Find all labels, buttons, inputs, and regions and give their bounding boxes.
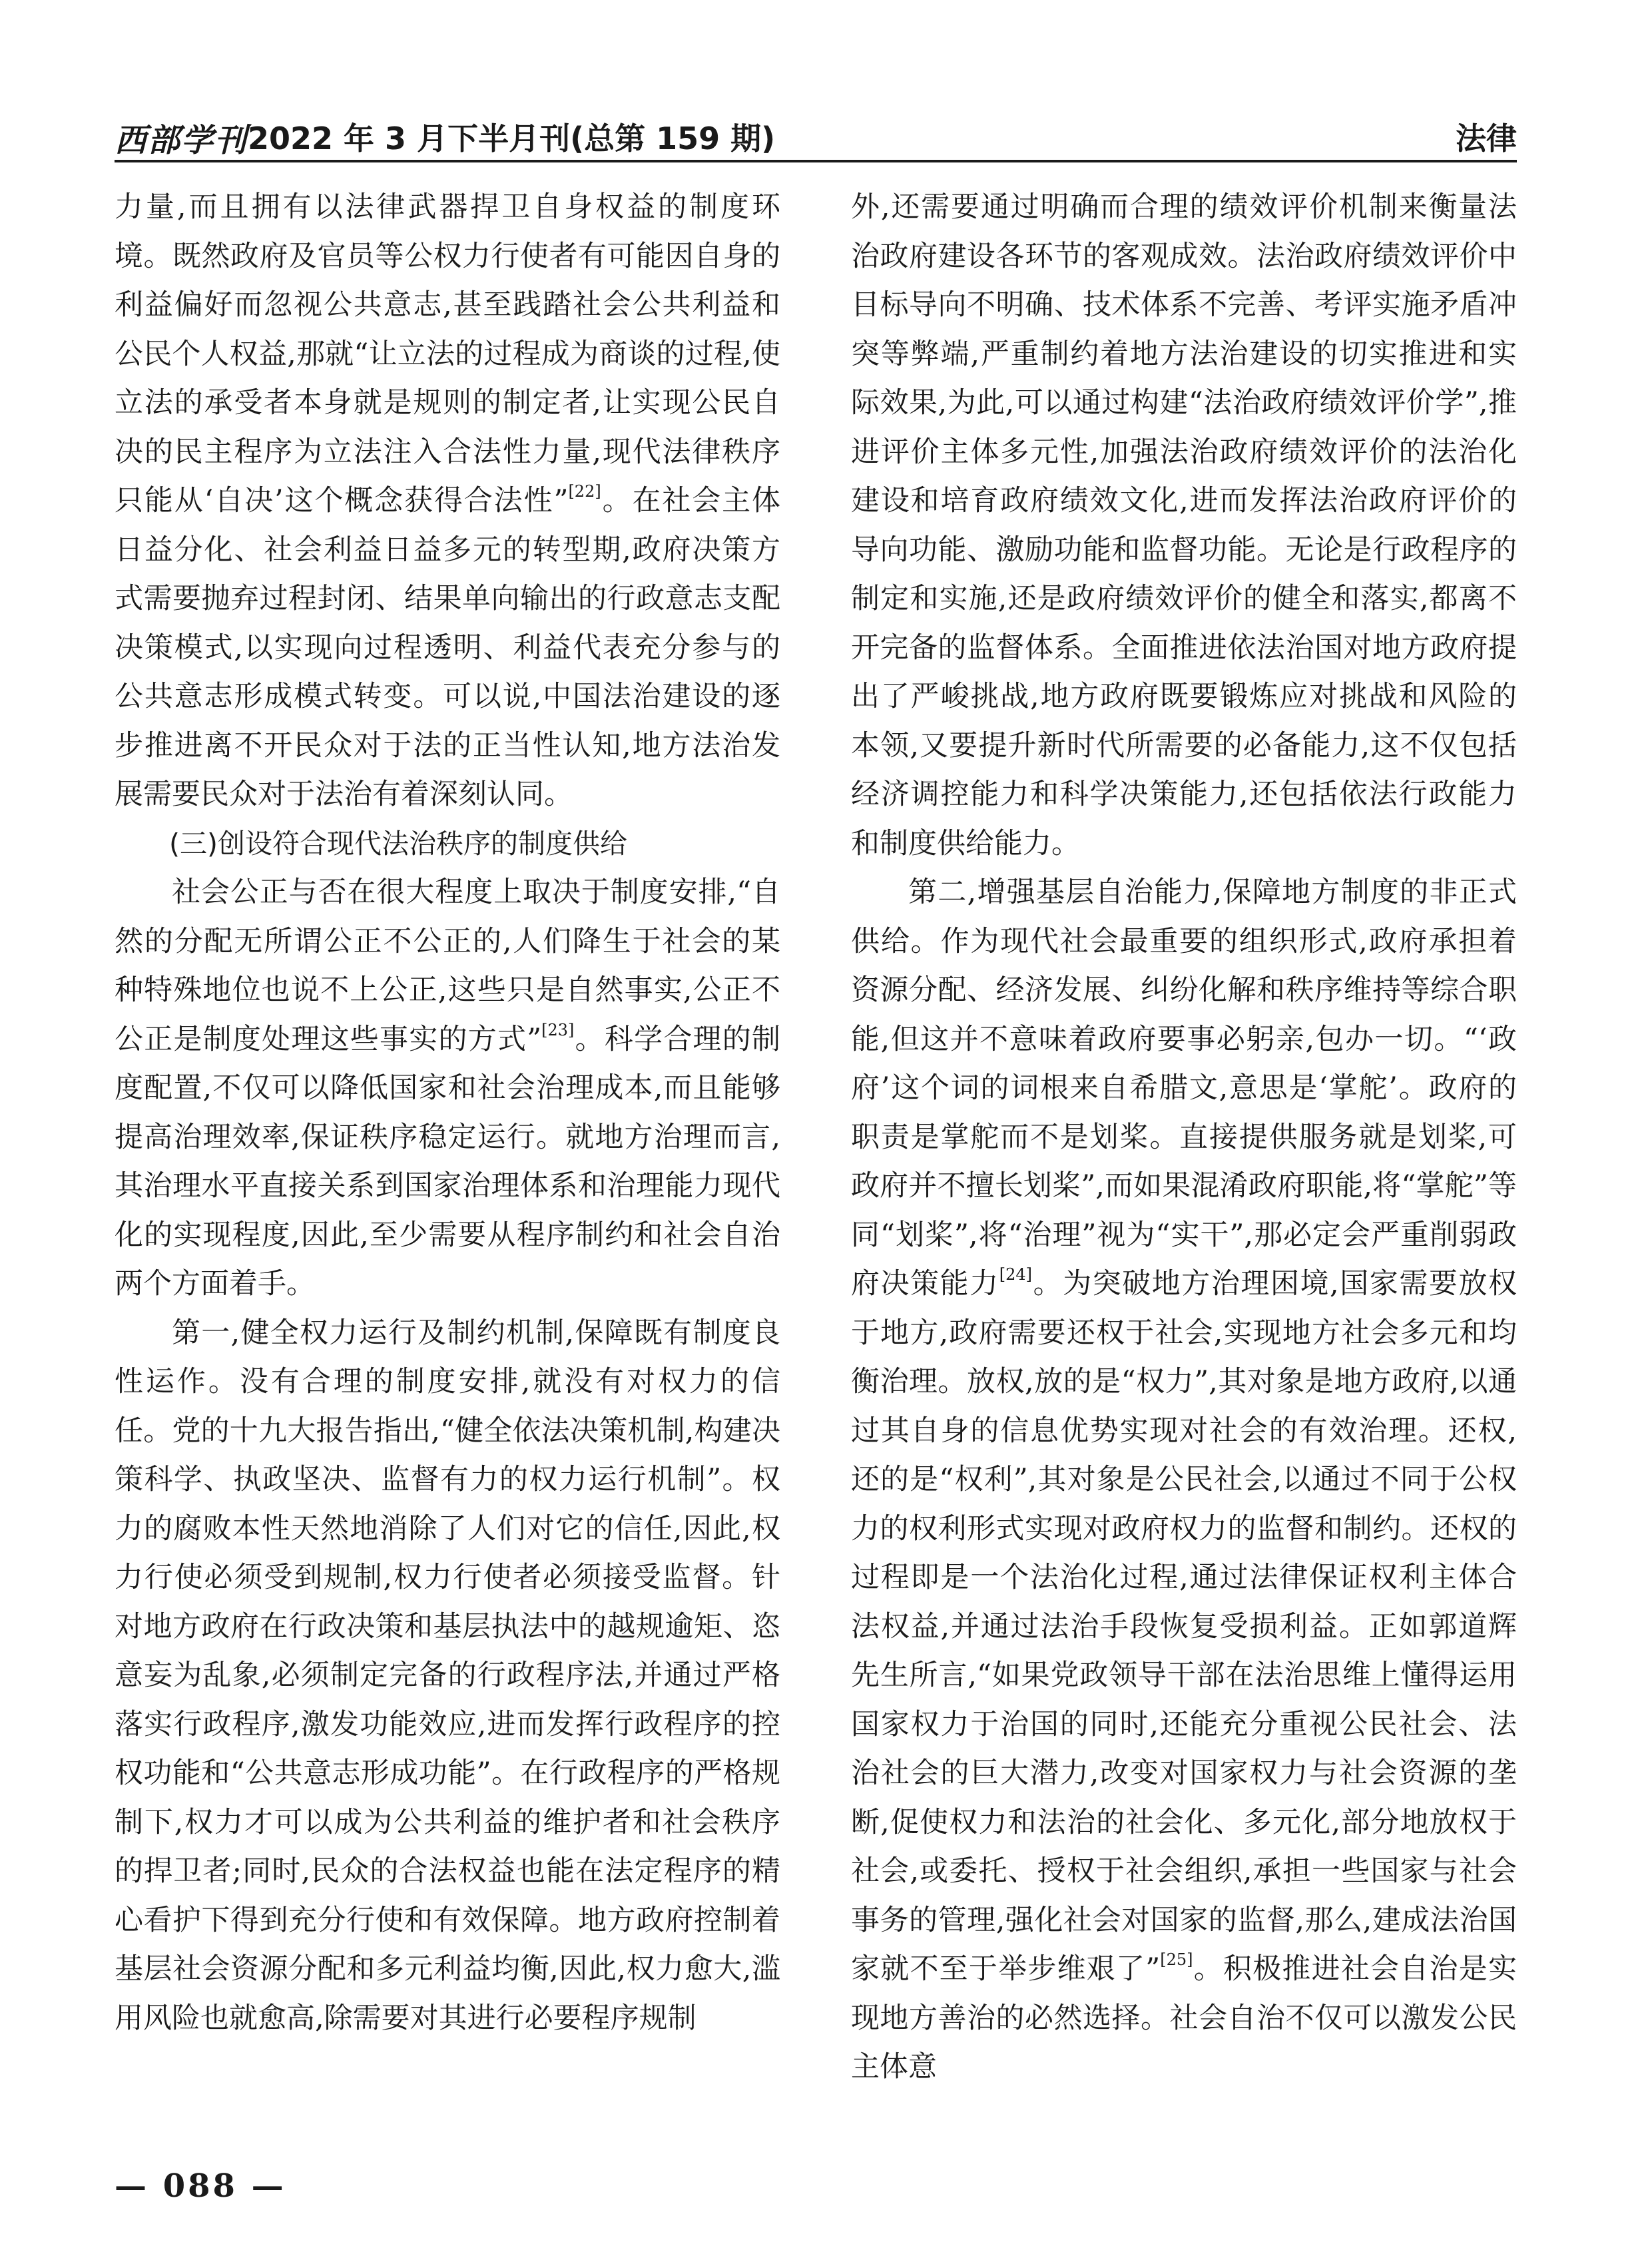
paragraph: 第二,增强基层自治能力,保障地方制度的非正式供给。作为现代社会最重要的组织形式,政府承担着资源分配、经济发展、纠纷化解和秩序维持等综合职能,但这并不意味着政府要事必躬亲,包办一切。“‘政府’这个词的词根来自希腊文,意思是‘掌舵’。政府的职责是掌舵而不是划桨。直接提供服务就是划桨,可政府并不擅长划桨”,而如果混淆政府职能,将“掌舵”等同“划桨”,将“治理”视为“实干”,那必定会严重削弱政府决策能力[24]。为突破地方治理困境,国家需要放权于地方,政府需要还权于社会,实现地方社会多元和均衡治理。放权,放的是“权力”,其对象是地方政府,以通过其自身的信息优势实现对社会的有效治理。还权,还的是“权利”,其对象是公民社会,以通过不同于公权力的权利形式实现对政府权力的监督和制约。还权的过程即是一个法治化过程,通过法律保证权利主体合法权益,并通过法治手段恢复受损利益。正如郭道辉先生所言,“如果党政领导干部在法治思维上懂得运用国家权力于治国的同时,还能充分重视公民社会、法治社会的巨大潜力,改变对国家权力与社会资源的垄断,促使权力和法治的社会化、多元化,部分地放权于社会,或委托、授权于社会组织,承担一些国家与社会事务的管理,强化社会对国家的监督,那么,建成法治国家就不至于举步维艰了”[25]。积极推进社会自治是实现地方善治的必然选择。社会自治不仅可以激发公民主体意 [851,876,1517,2084]
paragraph: 力量,而且拥有以法律武器捍卫自身权益的制度环境。既然政府及官员等公权力行使者有可能因自身的利益偏好而忽视公共意志,甚至践踏社会公共利益和公民个人权益,那就“让立法的过程成为商谈的过程,使立法的承受者本身就是规则的制定者,让实现公民自决的民主程序为立法注入合法性力量,现代法律秩序只能从‘自决’这个概念获得合法性”[22]。在社会主体日益分化、社会利益日益多元的转型期,政府决策方式需要抛弃过程封闭、结果单向输出的行政意志支配决策模式,以实现向过程透明、利益代表充分参与的公共意志形成模式转变。可以说,中国法治建设的逐步推进离不开民众对于法的正当性认知,地方法治发展需要民众对于法治有着深刻认同。 [115,190,780,811]
running-header [115,112,1517,159]
page-number: — 088 — [115,2167,286,2205]
header-divider [115,160,1517,162]
citation-ref: [22] [568,482,601,501]
paragraph: 社会公正与否在很大程度上取决于制度安排,“自然的分配无所谓公正不公正的,人们降生于社会的某种特殊地位也说不上公正,这些只是自然事实,公正不公正是制度处理这些事实的方式”[23]。科学合理的制度配置,不仅可以降低国家和社会治理成本,而且能够提高治理效率,保证秩序稳定运行。就地方治理而言,其治理水平直接关系到国家治理体系和治理能力现代化的实现程度,因此,至少需要从程序制约和社会自治两个方面着手。 [115,876,781,1300]
paragraph: 外,还需要通过明确而合理的绩效评价机制来衡量法治政府建设各环节的客观成效。法治政府绩效评价中目标导向不明确、技术体系不完善、考评实施矛盾冲突等弊端,严重制约着地方法治建设的切实推进和实际效果,为此,可以通过构建“法治政府绩效评价学”,推进评价主体多元性,加强法治政府绩效评价的法治化建设和培育政府绩效文化,进而发挥法治政府评价的导向功能、激励功能和监督功能。无论是行政程序的制定和实施,还是政府绩效评价的健全和落实,都离不开完备的监督体系。全面推进依法治国对地方政府提出了严峻挑战,地方政府既要锻炼应对挑战和风险的本领,又要提升新时代所需要的必备能力,这不仅包括经济调控能力和科学决策能力,还包括依法行政能力和制度供给能力。 [851,190,1517,860]
left-column [115,183,780,2043]
citation-ref: [23] [541,1020,575,1039]
citation-ref: [25] [1160,1950,1193,1969]
section-subheading: (三)创设符合现代法治秩序的制度供给 [169,827,627,860]
right-column [851,183,1517,2092]
paragraph: 第一,健全权力运行及制约机制,保障既有制度良性运作。没有合理的制度安排,就没有对权力的信任。党的十九大报告指出,“健全依法决策机制,构建决策科学、执政坚决、监督有力的权力运行机制”。权力的腐败本性天然地消除了人们对它的信任,因此,权力行使必须受到规制,权力行使者必须接受监督。针对地方政府在行政决策和基层执法中的越规逾矩、恣意妄为乱象,必须制定完备的行政程序法,并通过严格落实行政程序,激发功能效应,进而发挥行政程序的控权功能和“公共意志形成功能”。在行政程序的严格规制下,权力才可以成为公共利益的维护者和社会秩序的捍卫者;同时,民众的合法权益也能在法定程序的精心看护下得到充分行使和有效保障。地方政府控制着基层社会资源分配和多元利益均衡,因此,权力愈大,滥用风险也就愈高,除需要对其进行必要程序规制 [115,1316,780,2035]
section-name: 法律 [1456,121,1517,156]
issue-info: 2022 年 3 月下半月刊(总第 159 期) [248,121,776,156]
journal-logo: 西部学刊 [115,122,248,159]
citation-ref: [24] [999,1265,1033,1284]
